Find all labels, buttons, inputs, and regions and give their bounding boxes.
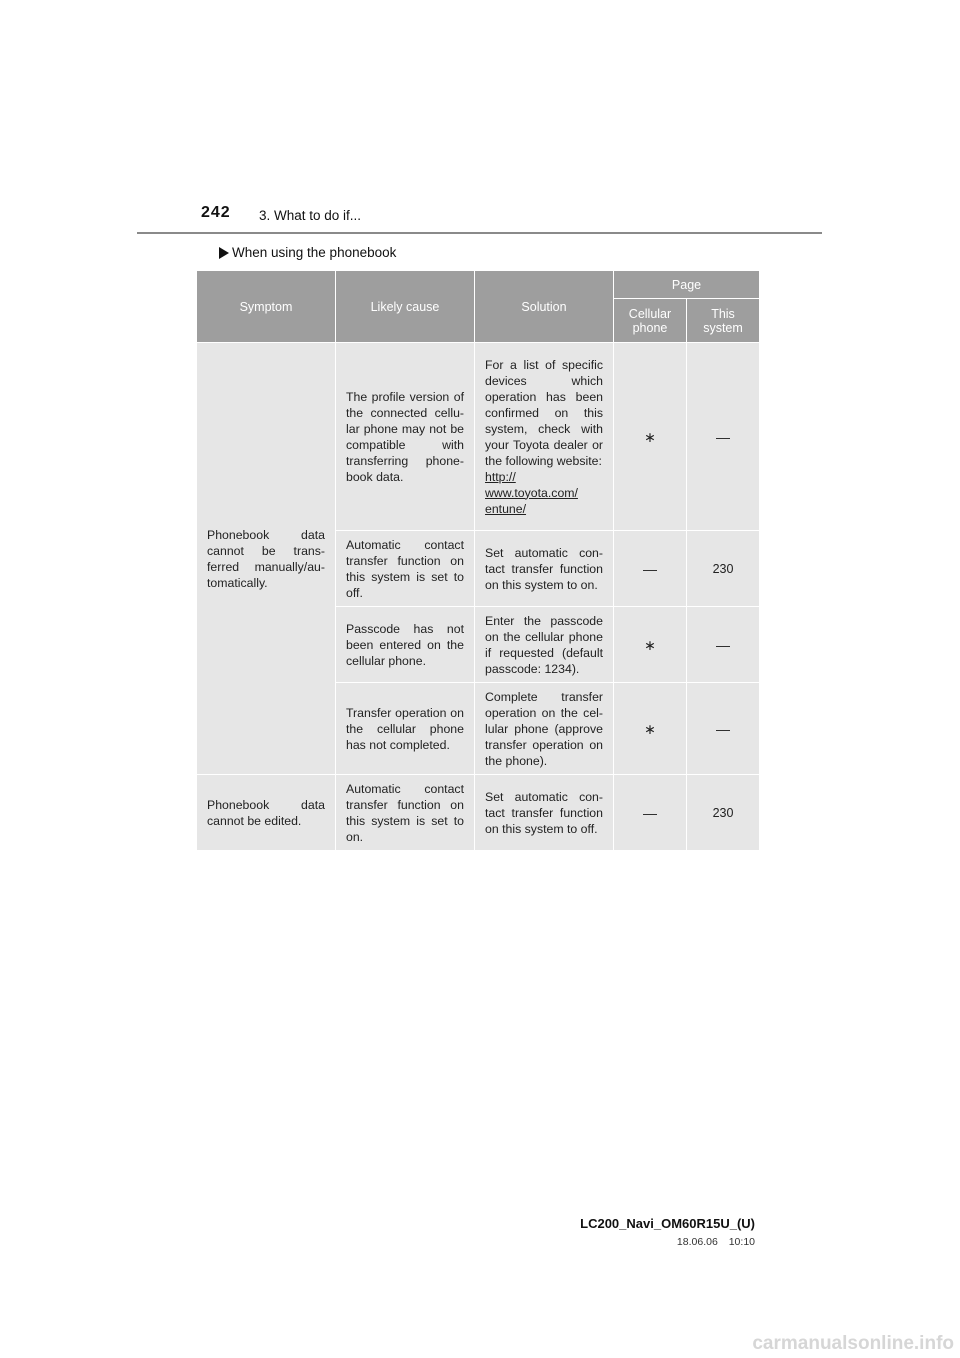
cellular-phone-page-cell: ∗ <box>614 683 687 775</box>
subheading <box>219 245 396 260</box>
symptom-cell: Phonebook data cannot be trans-ferred manually/au-tomatically. <box>197 343 336 775</box>
solution-cell: Set automatic con-tact transfer function on this system to off. <box>475 775 614 851</box>
cellular-phone-page-cell: ∗ <box>614 343 687 531</box>
header-symptom: Symptom <box>197 271 336 343</box>
cause-cell: Automatic contact transfer function on this system is set to off. <box>336 531 475 607</box>
cause-cell: Passcode has not been entered on the cellular phone. <box>336 607 475 683</box>
table-row <box>197 775 760 851</box>
play-triangle-icon <box>219 247 229 259</box>
website-link-part[interactable]: www.toyota.com/ <box>485 485 578 500</box>
this-system-page-cell: — <box>687 343 760 531</box>
watermark: carmanualsonline.info <box>752 1333 954 1354</box>
document-code: LC200_Navi_OM60R15U_(U) <box>580 1216 755 1231</box>
header-likely-cause: Likely cause <box>336 271 475 343</box>
solution-cell: Set automatic con-tact transfer function on this system to on. <box>475 531 614 607</box>
print-timestamp <box>677 1236 755 1248</box>
header-divider <box>137 232 822 234</box>
cellular-phone-page-cell: ∗ <box>614 607 687 683</box>
table-row <box>197 343 760 531</box>
cellular-phone-page-cell: — <box>614 775 687 851</box>
this-system-page-cell: 230 <box>687 775 760 851</box>
website-link-part[interactable]: http:// <box>485 469 516 484</box>
troubleshooting-table <box>196 270 760 851</box>
this-system-page-cell: — <box>687 607 760 683</box>
solution-text: For a list of specific devices which operation has been confirmed on this system, check with your Toyota dealer or the following website: <box>485 357 603 468</box>
page-number: 242 <box>201 204 231 221</box>
section-title: 3. What to do if... <box>259 208 362 223</box>
print-date: 18.06.06 <box>676 1236 718 1248</box>
cause-cell: Automatic contact transfer function on this system is set to on. <box>336 775 475 851</box>
solution-cell: Enter the passcode on the cellular phone if requested (default passcode: 1234). <box>475 607 614 683</box>
solution-cell: Complete transfer operation on the cel-lular phone (approve transfer operation on the phone). <box>475 683 614 775</box>
subheading-text: When using the phonebook <box>232 245 397 260</box>
this-system-page-cell: — <box>687 683 760 775</box>
cellular-phone-page-cell: — <box>614 531 687 607</box>
symptom-cell: Phonebook data cannot be edited. <box>197 775 336 851</box>
header-this-system: This system <box>687 299 760 343</box>
header-page: Page <box>614 271 760 299</box>
cause-cell: The profile version of the connected cellu-lar phone may not be compatible with transferring phone-book data. <box>336 343 475 531</box>
this-system-page-cell: 230 <box>687 531 760 607</box>
header-cellular-phone: Cellular phone <box>614 299 687 343</box>
header-solution: Solution <box>475 271 614 343</box>
print-time: 10:10 <box>728 1236 755 1248</box>
website-link-part[interactable]: entune/ <box>485 501 527 516</box>
cause-cell: Transfer operation on the cellular phone has not completed. <box>336 683 475 775</box>
solution-cell <box>475 343 614 531</box>
